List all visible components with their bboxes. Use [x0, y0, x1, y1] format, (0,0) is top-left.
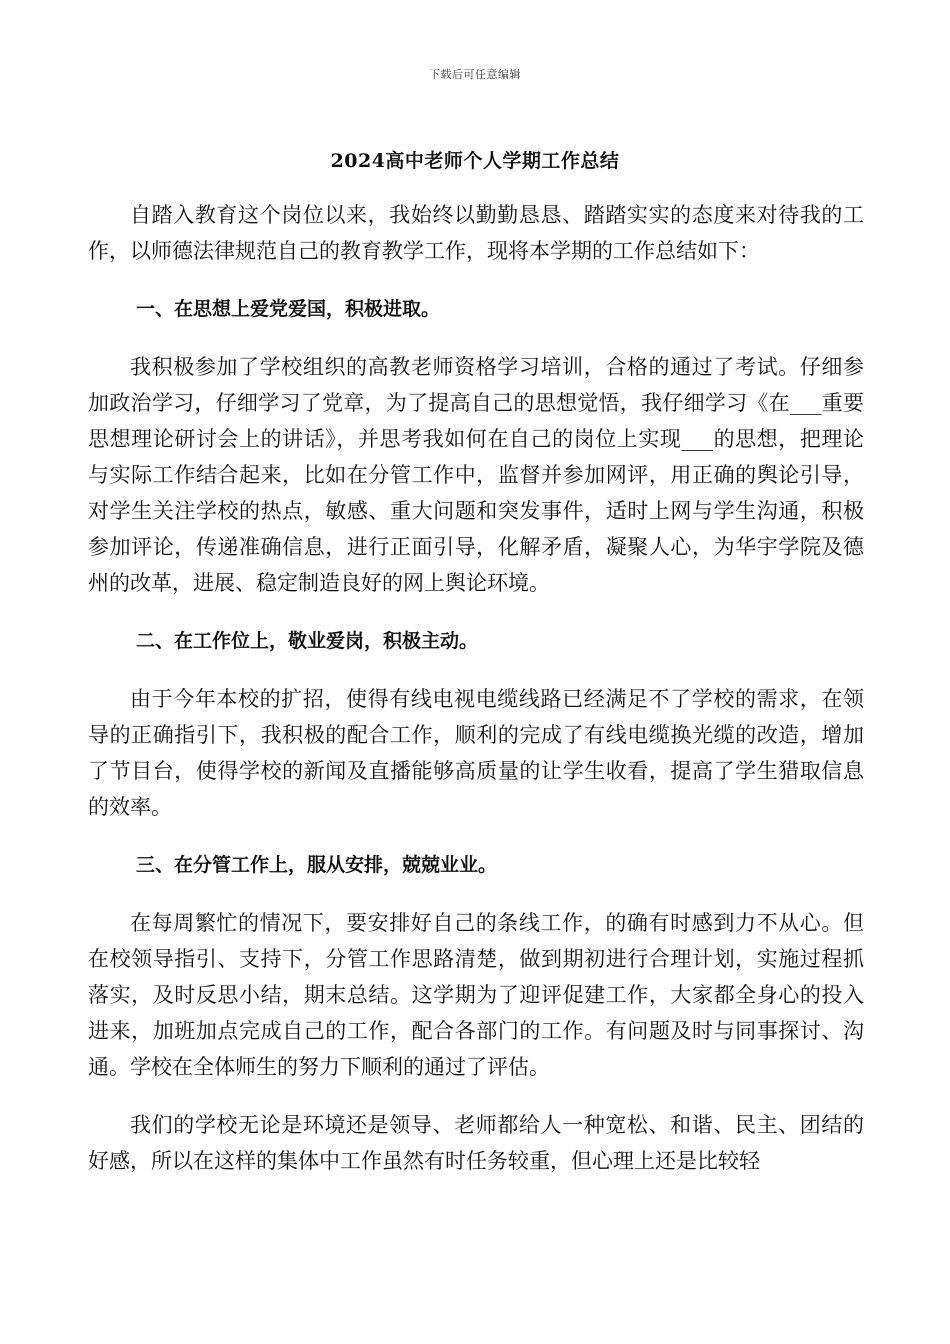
section-3-paragraph-1: 在每周繁忙的情况下，要安排好自己的条线工作，的确有时感到力不从心。但在校领导指引、支持下，分管工作思路清楚，做到期初进行合理计划，实施过程抓落实，及时反思小结，期末总结。这学期为了迎评促建工作，大家都全身心的投入进来，加班加点完成自己的工作，配合各部门的工作。有问题及时与同事探讨、沟通。学校在全体师生的努力下顺利的通过了评估。 [88, 911, 864, 1079]
intro-paragraph: 自踏入教育这个岗位以来，我始终以勤勤恳恳、踏踏实实的态度来对待我的工作，以师德法律规范自己的教育教学工作，现将本学期的工作总结如下： [88, 203, 864, 263]
document-body [88, 197, 864, 1201]
section-3-paragraph-2: 我们的学校无论是环境还是领导、老师都给人一种宽松、和谐、民主、团结的好感，所以在这样的集体中工作虽然有时任务较重，但心理上还是比较轻 [88, 1113, 864, 1173]
section-heading-1: 一、在思想上爱党爱国，积极进取。 [136, 298, 441, 320]
section-heading-3: 三、在分管工作上，服从安排，兢兢业业。 [136, 854, 498, 876]
header-note: 下载后可任意编辑 [429, 68, 521, 81]
section-2-paragraph-1: 由于今年本校的扩招，使得有线电视电缆线路已经满足不了学校的需求，在领导的正确指引下，我积极的配合工作，顺利的完成了有线电缆换光缆的改造，增加了节目台，使得学校的新闻及直播能够高质量的让学生收看，提高了学生猎取信息的效率。 [88, 687, 864, 819]
document-title: 2024高中老师个人学期工作总结 [330, 150, 620, 172]
section-1-paragraph-1: 我积极参加了学校组织的高教老师资格学习培训，合格的通过了考试。仔细参加政治学习，仔细学习了党章，为了提高自己的思想觉悟，我仔细学习《在___重要思想理论研讨会上的讲话》，并思考我如何在自己的岗位上实现___的思想，把理论与实际工作结合起来，比如在分管工作中，监督并参加网评，用正确的舆论引导，对学生关注学校的热点，敏感、重大问题和突发事件，适时上网与学生沟通，积极参加评论，传递准确信息，进行正面引导，化解矛盾，凝聚人心，为华宇学院及德州的改革，进展、稳定制造良好的网上舆论环境。 [88, 355, 864, 595]
section-heading-2: 二、在工作位上，敬业爱岗，积极主动。 [136, 630, 479, 652]
